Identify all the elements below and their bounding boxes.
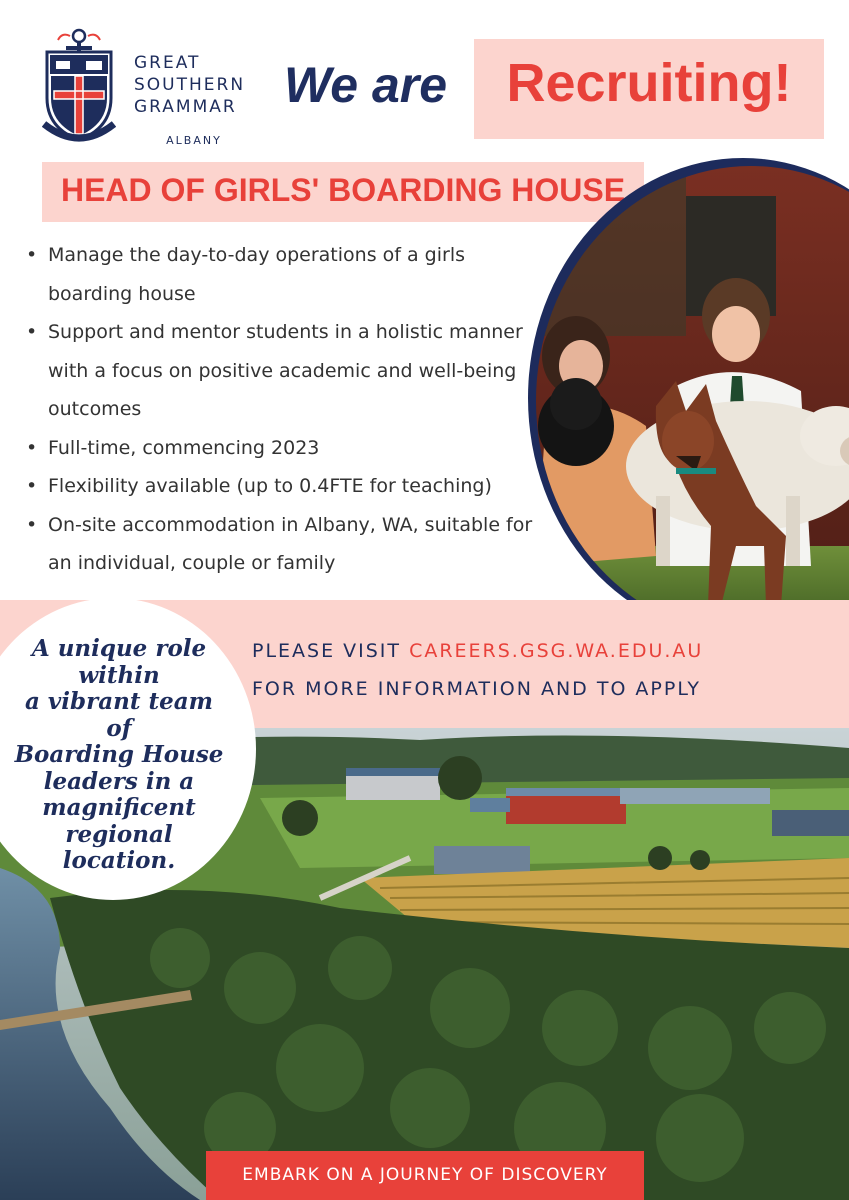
bullet-flexibility: • Flexibility available (up to 0.4FTE for teaching) xyxy=(24,467,544,506)
visit-prefix: PLEASE VISIT xyxy=(252,640,410,662)
school-name-line-3: GRAMMAR xyxy=(134,97,237,117)
we-are-heading: We are xyxy=(284,57,448,113)
bullet-support-mentor: • Support and mentor students in a holistic manner with a focus on positive academic and well-being outcomes xyxy=(24,313,544,429)
quote-line-5: leaders in a xyxy=(43,767,195,795)
quote-line-7: regional xyxy=(65,820,173,848)
more-info-line: FOR MORE INFORMATION AND TO APPLY xyxy=(252,678,702,700)
quote-line-4: Boarding House xyxy=(14,741,224,768)
visit-line xyxy=(252,640,842,662)
quote-line-8: location. xyxy=(62,847,176,874)
bullet-operations: • Manage the day-to-day operations of a girls boarding house xyxy=(24,236,544,313)
careers-link[interactable]: CAREERS.GSG.WA.EDU.AU xyxy=(409,640,704,662)
quote-line-6: magnificent xyxy=(42,794,196,821)
bullet-full-time: • Full-time, commencing 2023 xyxy=(24,429,544,468)
job-bullet-list xyxy=(24,236,544,583)
school-name-line-2: SOUTHERN xyxy=(134,75,246,95)
role-quote xyxy=(14,636,224,875)
school-location: ALBANY xyxy=(166,134,222,147)
quote-line-2: within xyxy=(78,661,160,689)
recruiting-heading: Recruiting! xyxy=(506,53,792,113)
school-crest-icon xyxy=(42,28,116,146)
bullet-accommodation: • On-site accommodation in Albany, WA, suitable for an individual, couple or family xyxy=(24,506,544,583)
embark-cta-button[interactable]: EMBARK ON A JOURNEY OF DISCOVERY xyxy=(206,1151,644,1200)
quote-line-1: A unique role xyxy=(31,635,207,662)
job-title: HEAD OF GIRLS' BOARDING HOUSE xyxy=(60,172,626,208)
quote-line-3: a vibrant team of xyxy=(25,688,213,742)
school-name-line-1: GREAT xyxy=(134,53,201,73)
school-name xyxy=(134,52,274,118)
